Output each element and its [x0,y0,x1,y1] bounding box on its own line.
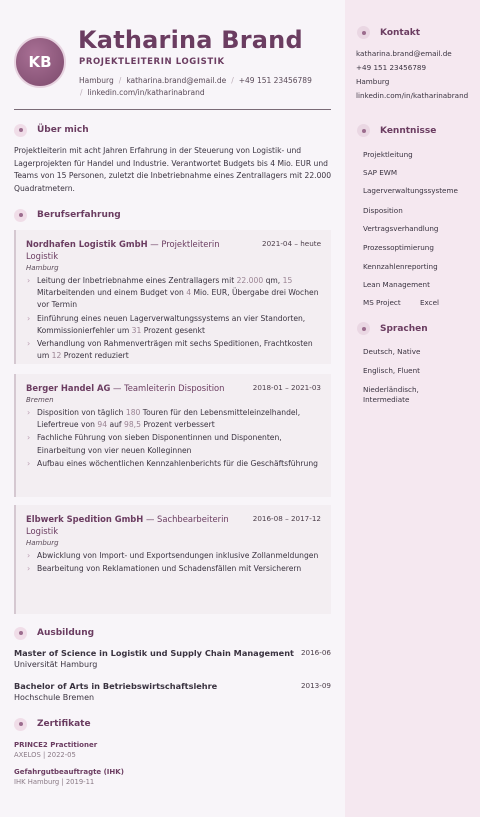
skill-item: MS Project [363,298,401,307]
job-bullets [26,275,321,362]
job-entry [14,374,331,497]
degree: Bachelor of Arts in Betriebswirtschaftslehre [14,681,218,691]
sidebar [345,0,480,817]
certificate-entry [14,768,331,786]
sidebar-skills-heading [357,124,436,137]
skill-item: Excel [420,298,440,307]
job-bullets [26,550,321,575]
bullet-dot-icon [14,124,27,137]
job-entry [14,505,331,614]
header-divider [14,109,331,110]
language-item: Niederländisch, Intermediate [363,385,419,404]
sidebar-phone: +49 151 23456789 [356,63,427,72]
title-separator: — [110,383,125,393]
separator: / [80,88,83,97]
job-header [26,513,321,537]
bullet-text: auf [107,420,124,430]
bullet-text: Abwicklung von Import- und Exportsendungen inklusive Zollanmeldungen [37,551,319,560]
header-linkedin-line [80,88,205,97]
avatar: KB [14,36,66,88]
section-title: Kenntnisse [380,125,437,136]
bullet-dot-icon [14,627,27,640]
job-header [26,238,321,262]
bullet-text: Bearbeitung von Reklamationen und Schadensfällen mit Versicherern [37,564,302,574]
certificate-meta: IHK Hamburg | 2019-11 [14,778,95,786]
bullet-text: Disposition von täglich [37,408,126,417]
job-location: Bremen [26,396,54,404]
job-location: Hamburg [26,539,59,547]
job-title [26,238,251,262]
school: Universität Hamburg [14,660,98,669]
separator: / [231,76,234,85]
header-city: Hamburg [79,76,114,85]
company-name: Elbwerk Spedition GmbH [26,514,144,524]
sidebar-linkedin-link[interactable]: linkedin.com/in/katharinabrand [356,91,469,100]
about-text: Projektleiterin mit acht Jahren Erfahrung in der Steuerung von Logistik- und Lagerprojekten für Handel und Industrie. Verantwortet Budgets bis 4 Mio. EUR und Teams von 15 Personen, zuletzt die Inbetriebnahme eines Zentrallagers mit 22.000 Quadratmetern. [14,146,332,193]
education-entry [14,681,331,702]
highlight-number: 31 [131,325,142,335]
title-separator: — [147,239,162,249]
job-bullets [26,407,321,470]
section-title: Kontakt [380,27,421,38]
job-header [26,382,321,394]
bullet-text: Einführung eines neuen Lagerverwaltungssystems an vier Standorten, Kommissionierfehler um [37,313,306,335]
sidebar-email-link[interactable]: katharina.brand@email.de [356,49,452,58]
certificate-entry [14,741,331,759]
school: Hochschule Bremen [14,693,95,702]
bullet-text: qm, [263,276,283,285]
certificate-name: Gefahrgutbeauftragte (IHK) [14,768,124,776]
job-location: Hamburg [26,264,59,272]
highlight-number: 22.000 [236,276,264,285]
bullet-dot-icon [357,322,370,335]
bullet-text: Mitarbeitenden und einem Budget von [37,288,187,298]
section-title: Ausbildung [37,628,95,638]
education-entry [14,648,331,669]
skill-item: Prozessoptimierung [363,243,434,252]
bullet-text: Prozent verbessert [140,420,215,430]
degree: Master of Science in Logistik und Supply Chain Management [14,648,294,658]
skill-item: Lagerverwaltungssysteme [363,186,458,195]
candidate-name: Katharina Brand [78,26,303,54]
section-education-heading [14,626,94,640]
degree-date: 2013-09 [300,681,331,690]
position-title: Sachbearbeiterin Logistik [26,514,229,536]
highlight-number: 180 [125,408,141,417]
job-title [26,513,251,537]
skill-item: Disposition [363,206,403,215]
bullet-dot-icon [357,124,370,137]
certificate-name: PRINCE2 Practitioner [14,741,98,749]
bullet-text: Leitung der Inbetriebnahme eines Zentrallagers mit [37,276,237,285]
header-email-link[interactable]: katharina.brand@email.de [126,76,227,85]
candidate-role: PROJEKTLEITERIN LOGISTIK [79,57,225,67]
sidebar-contact-heading [357,26,420,39]
job-bullet [26,313,321,337]
section-title: Sprachen [380,323,428,334]
separator: / [118,76,122,85]
skill-item: Kennzahlenreporting [363,262,438,271]
job-bullet [26,407,321,431]
section-title: Berufserfahrung [37,210,121,220]
section-experience-heading [14,208,121,222]
sidebar-city: Hamburg [356,77,390,86]
job-bullet [26,432,321,456]
job-bullet [26,550,321,562]
language-item: Deutsch, Native [363,347,421,356]
bullet-text: Aufbau eines wöchentlichen Kennzahlenberichts für die Geschäftsführung [37,458,318,468]
bullet-text: Prozent gesenkt [141,325,205,335]
job-dates: 2018-01 – 2021-03 [252,383,321,392]
skill-item: Vertragsverhandlung [363,224,439,233]
highlight-number: 94 [97,420,108,430]
job-bullet [26,563,321,575]
degree-date: 2016-06 [300,648,331,657]
position-title: Projektleiterin Logistik [26,239,220,261]
bullet-dot-icon [14,209,27,222]
company-name: Nordhafen Logistik GmbH [26,239,148,249]
section-title: Über mich [37,125,89,135]
section-title: Zertifikate [37,719,91,729]
bullet-text: Touren für den Lebensmitteleinzelhandel, Liefertreue von [37,408,301,430]
job-dates: 2016-08 – 2017-12 [252,514,321,523]
skill-item: SAP EWM [363,168,398,177]
bullet-text: Verhandlung von Rahmenverträgen mit sechs Speditionen, Frachtkosten um [37,339,313,361]
bullet-text: Fachliche Führung von sieben Disponentinnen und Disponenten, Einarbeitung von vier neuen Kolleginnen [37,433,282,455]
highlight-number: 98,5 [124,420,141,430]
highlight-number: 15 [282,276,293,285]
job-entry [14,230,331,364]
position-title: Teamleiterin Disposition [124,383,225,393]
bullet-dot-icon [14,718,27,731]
title-separator: — [143,514,158,524]
highlight-number: 4 [186,288,192,298]
job-title [26,382,225,394]
certificate-meta: AXELOS | 2022-05 [14,751,76,759]
highlight-number: 12 [51,351,62,361]
job-bullet [26,338,321,362]
section-certificates-heading [14,717,91,731]
header-phone: +49 151 23456789 [238,76,312,85]
job-bullet [26,275,321,312]
company-name: Berger Handel AG [26,383,111,393]
skill-item: Projektleitung [363,150,413,159]
job-bullet [26,458,321,470]
job-dates: 2021-04 – heute [262,239,321,248]
bullet-text: Prozent reduziert [61,351,129,361]
skill-item: Lean Management [363,280,430,289]
section-about-heading [14,123,89,137]
header-linkedin-link[interactable]: linkedin.com/in/katharinabrand [87,88,205,97]
header-contact-line [79,76,312,85]
bullet-text: Mio. EUR, Übergabe drei Wochen vor Termin [37,288,319,310]
bullet-dot-icon [357,26,370,39]
language-item: Englisch, Fluent [363,366,420,375]
sidebar-languages-heading [357,322,428,335]
